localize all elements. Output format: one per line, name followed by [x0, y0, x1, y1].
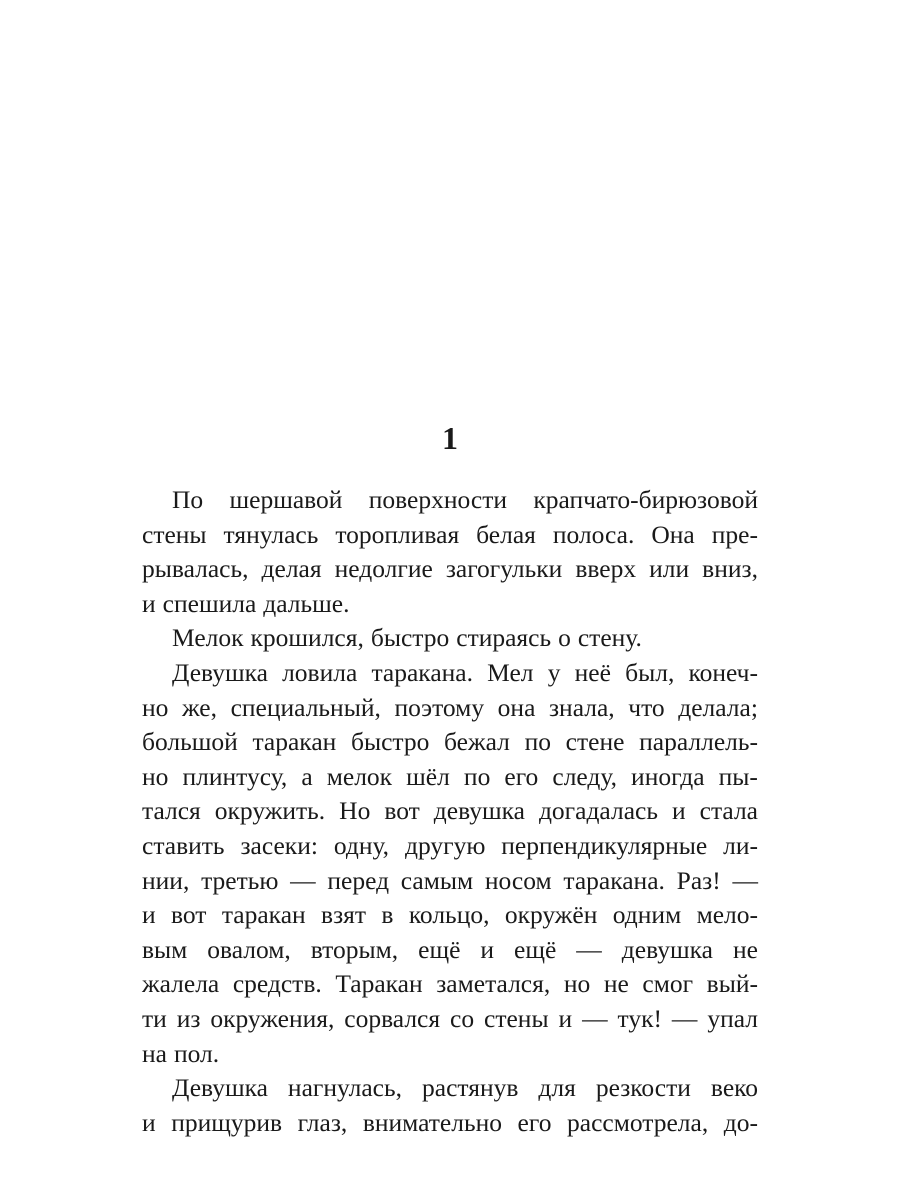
word: окружить. [214, 796, 326, 826]
word: шершавой [229, 485, 343, 514]
word: иногда [631, 761, 705, 791]
word: — [671, 1003, 698, 1033]
word: — [290, 865, 316, 895]
word: — [576, 934, 602, 964]
word: но [563, 969, 591, 999]
word: пол. [173, 1038, 220, 1068]
word: плинтусу, [182, 761, 288, 791]
word: она [497, 692, 536, 722]
word: его [517, 1107, 552, 1137]
text-line [142, 829, 758, 864]
word: вторым, [310, 934, 399, 964]
word: полоса. [552, 519, 635, 549]
word: вый- [706, 969, 758, 999]
word: стену. [577, 623, 642, 653]
word: тук! [617, 1003, 662, 1033]
word: смог [642, 969, 694, 999]
word: что [628, 692, 665, 722]
word: таракан [252, 727, 337, 757]
word: стены [142, 519, 207, 549]
word: рассмотрела, [567, 1107, 709, 1137]
word: Таракан [335, 969, 423, 999]
word: о [558, 623, 571, 653]
word: засеки: [240, 830, 318, 860]
word: не [732, 934, 758, 964]
word: жалела [142, 969, 220, 999]
word: пы- [718, 761, 758, 791]
word: со [450, 1003, 475, 1033]
word: и [480, 934, 495, 964]
word: торопливая [335, 519, 460, 549]
word: или [649, 554, 690, 584]
word: для [538, 1073, 576, 1103]
word: специальный, [230, 692, 381, 722]
word: Девушка [172, 657, 268, 687]
chapter-number: 1 [442, 420, 458, 456]
word: быстро [350, 727, 430, 757]
word: не [603, 969, 629, 999]
word: бежал [444, 727, 510, 757]
word: нагнулась, [287, 1073, 402, 1103]
word: стены [484, 1003, 549, 1033]
word: Девушка [172, 1073, 268, 1103]
word: резкости [595, 1073, 691, 1103]
word: третью [201, 865, 279, 895]
word: крапчато-бирюзовой [533, 485, 758, 514]
word: был, [625, 657, 675, 687]
word: крошился, [250, 623, 364, 653]
word: следу, [552, 761, 617, 791]
word: одним [612, 900, 682, 930]
word: рывалась, [142, 554, 249, 584]
word: — [732, 865, 758, 895]
text-line [142, 621, 758, 656]
word: По [172, 485, 204, 514]
word: средств. [232, 969, 322, 999]
text-line [142, 760, 758, 795]
word: догадалась [538, 796, 658, 826]
word: у [547, 657, 561, 687]
word: конеч- [688, 657, 758, 687]
text-line [142, 1106, 758, 1141]
word: и [142, 588, 156, 618]
word: стираясь [456, 623, 552, 653]
word: недолгие [334, 554, 433, 584]
word: в [381, 900, 394, 930]
text-line [142, 656, 758, 691]
word: знала, [548, 692, 615, 722]
text-line [142, 518, 758, 553]
word: таракана. [563, 865, 665, 895]
word: и [558, 1003, 573, 1033]
word: растянув [422, 1073, 519, 1103]
word: носом [484, 865, 552, 895]
word: вот [384, 796, 420, 826]
text-line [142, 898, 758, 933]
word: стене [565, 727, 625, 757]
text-line [142, 725, 758, 760]
word: перед [327, 865, 390, 895]
word: же, [182, 692, 217, 722]
word: и [142, 900, 156, 930]
word: загогульки [445, 554, 563, 584]
word: стала [699, 796, 758, 826]
word: по [524, 727, 551, 757]
chapter-text [142, 483, 758, 1140]
text-line [142, 1071, 758, 1106]
word: овалом, [207, 934, 291, 964]
word: тянулась [223, 519, 319, 549]
word: Но [339, 796, 371, 826]
word: Она [651, 519, 695, 549]
text-line [142, 967, 758, 1002]
word: мело- [696, 900, 758, 930]
word: Раз! [676, 865, 721, 895]
text-line [142, 1002, 758, 1037]
word: нии, [142, 865, 190, 895]
word: окружения, [210, 1003, 335, 1033]
word: поверхности [368, 485, 507, 514]
word: внимательно [362, 1107, 502, 1137]
word: окружён [504, 900, 598, 930]
word: ставить [142, 830, 225, 860]
word: ещё [418, 934, 461, 964]
word: его [504, 761, 539, 791]
word: веко [710, 1073, 758, 1103]
word: вверх [575, 554, 637, 584]
word: шёл [406, 761, 450, 791]
word: белая [476, 519, 536, 549]
word: параллель- [639, 727, 758, 757]
word: упал [707, 1003, 758, 1033]
word: таракан [221, 900, 306, 930]
word: таракана. [371, 657, 473, 687]
word: спешила [162, 588, 257, 618]
word: тался [142, 796, 201, 826]
word: дальше. [263, 588, 350, 618]
word: до- [723, 1107, 758, 1137]
text-line [142, 933, 758, 968]
word: одну, [333, 830, 390, 860]
word: быстро [370, 623, 450, 653]
text-line [142, 794, 758, 829]
word: перпендикулярные [501, 830, 708, 860]
text-line [142, 587, 758, 622]
text-line [142, 1037, 758, 1072]
word: по [463, 761, 491, 791]
word: Мелок [172, 623, 244, 653]
word: большой [142, 727, 238, 757]
word: сорвался [344, 1003, 441, 1033]
word: ловила [282, 657, 358, 687]
word: вниз, [702, 554, 758, 584]
word: кольцо, [408, 900, 490, 930]
word: девушка [621, 934, 713, 964]
word: глаз, [297, 1107, 348, 1137]
word: поэтому [394, 692, 485, 722]
word: другую [404, 830, 486, 860]
word: вот [171, 900, 207, 930]
word: делая [261, 554, 322, 584]
word: мелок [326, 761, 393, 791]
word: но [142, 761, 169, 791]
text-line [142, 552, 758, 587]
word: ещё [514, 934, 557, 964]
word: из [176, 1003, 201, 1033]
word: — [582, 1003, 608, 1033]
word: и [142, 1107, 156, 1137]
word: взят [321, 900, 367, 930]
word: ти [142, 1003, 167, 1033]
word: вым [142, 934, 188, 964]
text-line [142, 864, 758, 899]
text-line [142, 483, 758, 518]
word: на [142, 1038, 167, 1068]
word: ли- [723, 830, 758, 860]
word: делала; [678, 692, 758, 722]
text-line [142, 691, 758, 726]
word: заметался, [436, 969, 551, 999]
word: а [301, 761, 313, 791]
word: самым [400, 865, 474, 895]
word: и [671, 796, 686, 826]
word: прищурив [171, 1107, 283, 1137]
word: пре- [711, 519, 758, 549]
word: но [142, 692, 169, 722]
word: Мел [487, 657, 534, 687]
word: неё [574, 657, 611, 687]
word: девушка [433, 796, 525, 826]
